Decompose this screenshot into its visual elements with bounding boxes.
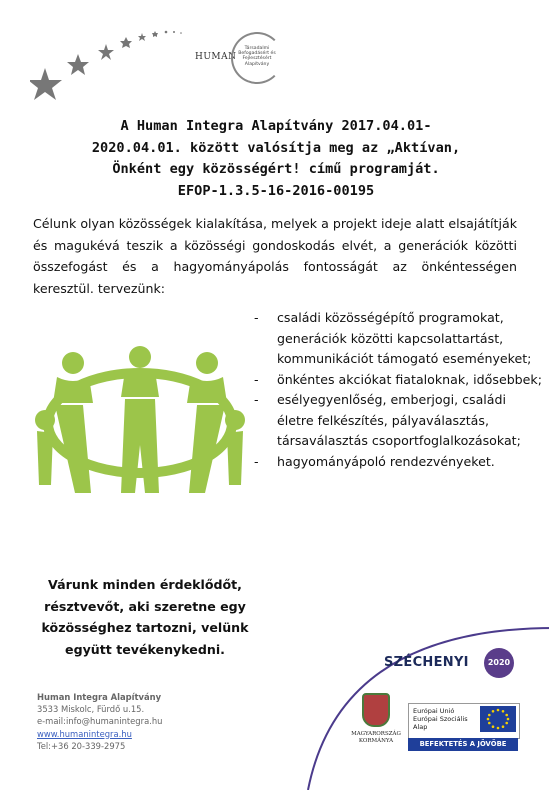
shooting-stars-icon (30, 28, 200, 100)
closing-invitation: Várunk minden érdeklődőt, résztvevőt, aki szeretne egy közösséghez tartozni, velünk együtt tevékenykedni. (41, 577, 249, 657)
eu-line-3: Alap (413, 723, 428, 731)
footer-website-link[interactable]: www.humanintegra.hu (37, 728, 132, 739)
footer-phone: Tel:+36 20-339-2975 (37, 740, 126, 751)
footer-org-name: Human Integra Alapítvány (37, 692, 162, 702)
title-line-1: A Human Integra Alapítvány 2017.04.01- (120, 118, 432, 134)
eu-logo (408, 703, 520, 739)
list-item (254, 308, 544, 370)
list-item-text: hagyományápoló rendezvényeket. (277, 453, 495, 469)
list-dash: - (254, 453, 259, 469)
szechenyi-text: SZÉCHENYI (384, 655, 469, 670)
list-dash: - (254, 310, 259, 325)
gov-label-line-2: KORMÁNYA (358, 738, 394, 744)
hungarian-crest-icon (362, 693, 390, 727)
title-line-3: Önként egy közösségért! című programját. (112, 161, 440, 177)
szechenyi-logo (384, 648, 516, 680)
logo-word: HUMAN (195, 52, 237, 62)
szechenyi-badge: 2020 (484, 648, 514, 678)
eu-line-1: Európai Unió (413, 707, 455, 715)
hungarian-government-logo (345, 693, 407, 757)
list-item-text: családi közösségépítő programokat, generációk közötti kapcsolattartást, kommunikációt támogató eseményeket; (277, 310, 532, 366)
logo-small-text: Társadalmi Befogadásért és Fejlesztésért Alapítvány (238, 46, 276, 67)
program-list (254, 308, 544, 472)
gov-label-line-1: MAGYARORSZÁG (351, 731, 401, 737)
list-item-text: esélyegyenlőség, emberjogi, családi életre felkészítés, pályaválasztás, társaválasztás csoportfoglalkozásokat; (277, 392, 521, 448)
title-line-2: 2020.04.01. között valósítja meg az „Aktívan, (91, 139, 461, 156)
page-title (20, 116, 532, 202)
eu-line-2: Európai Szociális (413, 715, 468, 723)
befektetes-banner: BEFEKTETÉS A JÖVŐBE (408, 738, 518, 751)
foundation-logo (195, 30, 290, 88)
list-dash: - (254, 371, 259, 387)
list-item (254, 390, 544, 452)
list-item (254, 452, 544, 473)
footer-email[interactable]: e-mail:info@humanintegra.hu (37, 716, 163, 727)
title-line-4: EFOP-1.3.5-16-2016-00195 (177, 182, 375, 199)
list-dash: - (254, 392, 259, 407)
decorative-arc (300, 600, 549, 790)
list-item-text: önkéntes akciókat fiataloknak, idősebbek; (277, 371, 542, 387)
footer-address: 3533 Miskolc, Fürdő u.15. (37, 704, 145, 715)
intro-paragraph: Célunk olyan közösségek kialakítása, melyek a projekt ideje alatt elsajátítják és magukévá teszik a közösségi gondoskodás elvét, a generációk közötti összefogást és a hagyományápolás fontosságát az önkéntességen keresztül. tervezünk: (33, 216, 517, 296)
list-item (254, 370, 544, 391)
eu-flag-icon (480, 706, 516, 732)
people-circle-icon (35, 345, 245, 495)
contact-footer (37, 691, 237, 752)
eu-text (413, 707, 468, 731)
